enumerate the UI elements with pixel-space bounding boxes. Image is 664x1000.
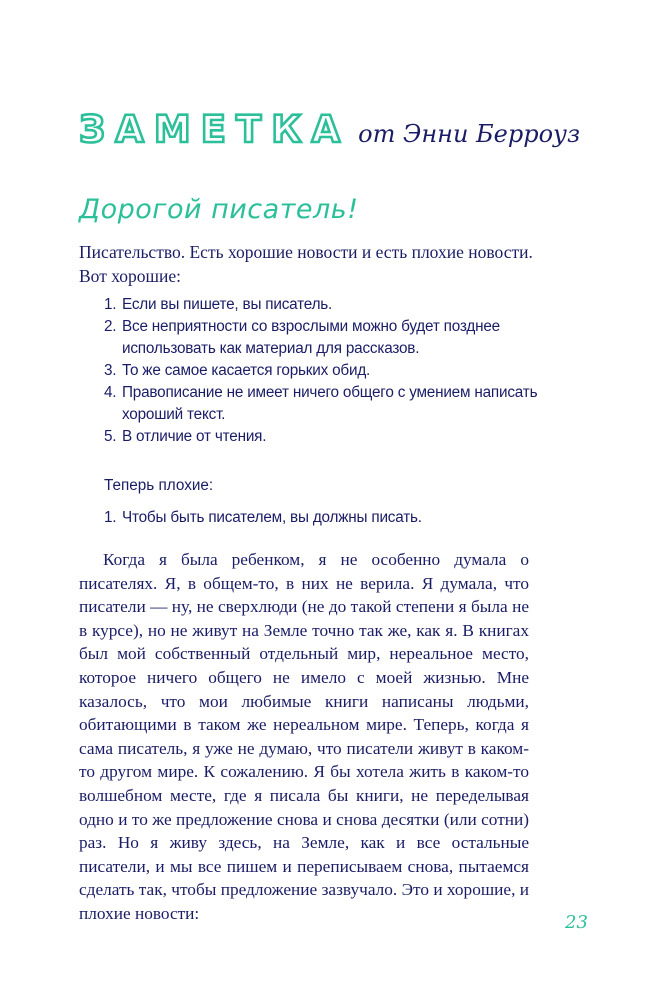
intro-line-1: Писательство. Есть хорошие новости и есть плохие новости. — [79, 242, 533, 262]
note-heading — [79, 108, 599, 158]
list-text: То же самое касается горьких обид. — [122, 362, 371, 379]
note-title: ЗАМЕТКА — [79, 108, 351, 151]
list-number: 3. — [104, 362, 117, 379]
greeting: Дорогой писатель! — [79, 194, 359, 225]
list-number: 2. — [104, 318, 117, 335]
body-paragraph: Когда я была ребенком, я не особенно думала о писателях. Я, в общем-то, в них не верила. Я думала, что писатели — ну, не сверхлюди (не до такой степени я была не в курсе), но не живут на Земле точно так же, как я. В книгах был мой собственный отдельный мир, нереальное место, которое ничего общего не имело с моей жизнью. Мне казалось, что мои любимые книги написаны людьми, обитающими в таком же нереальном мире. Теперь, когда я сама писатель, я уже не думаю, что писатели живут в каком-то другом мире. К сожалению. Я бы хотела жить в каком-то волшебном месте, где я писала бы книги, не переделывая одно и то же предложение снова и снова десятки (или сотни) раз. Но я живу здесь, на Земле, как и все остальные писатели, и мы все пишем и переписываем снова, пытаемся сделать так, чтобы предложение зазвучало. Это и хорошие, и плохие новости: — [79, 550, 529, 923]
bad-news-list — [104, 507, 544, 529]
list-text: Все неприятности со взрослыми можно будет позднее использовать как материал для рассказов. — [122, 318, 500, 357]
list-item — [104, 294, 544, 316]
list-text: В отличие от чтения. — [122, 428, 267, 445]
list-number: 5. — [104, 428, 117, 445]
list-text: Правописание не имеет ничего общего с умением написать хороший текст. — [122, 384, 538, 423]
list-item — [104, 382, 544, 426]
page-number: 23 — [565, 912, 588, 933]
bad-news-label: Теперь плохие: — [104, 477, 214, 494]
list-item — [104, 316, 544, 360]
good-news-list — [104, 294, 544, 448]
list-item — [104, 360, 544, 382]
intro-text — [79, 240, 549, 288]
intro-line-2: Вот хорошие: — [79, 266, 182, 286]
list-item — [104, 507, 544, 529]
list-number: 1. — [104, 296, 117, 313]
note-author: от Энни Берроуз — [358, 120, 581, 148]
list-item — [104, 426, 544, 448]
list-text: Если вы пишете, вы писатель. — [122, 296, 333, 313]
list-number: 4. — [104, 384, 117, 401]
list-text: Чтобы быть писателем, вы должны писать. — [122, 509, 422, 526]
list-number: 1. — [104, 509, 117, 526]
